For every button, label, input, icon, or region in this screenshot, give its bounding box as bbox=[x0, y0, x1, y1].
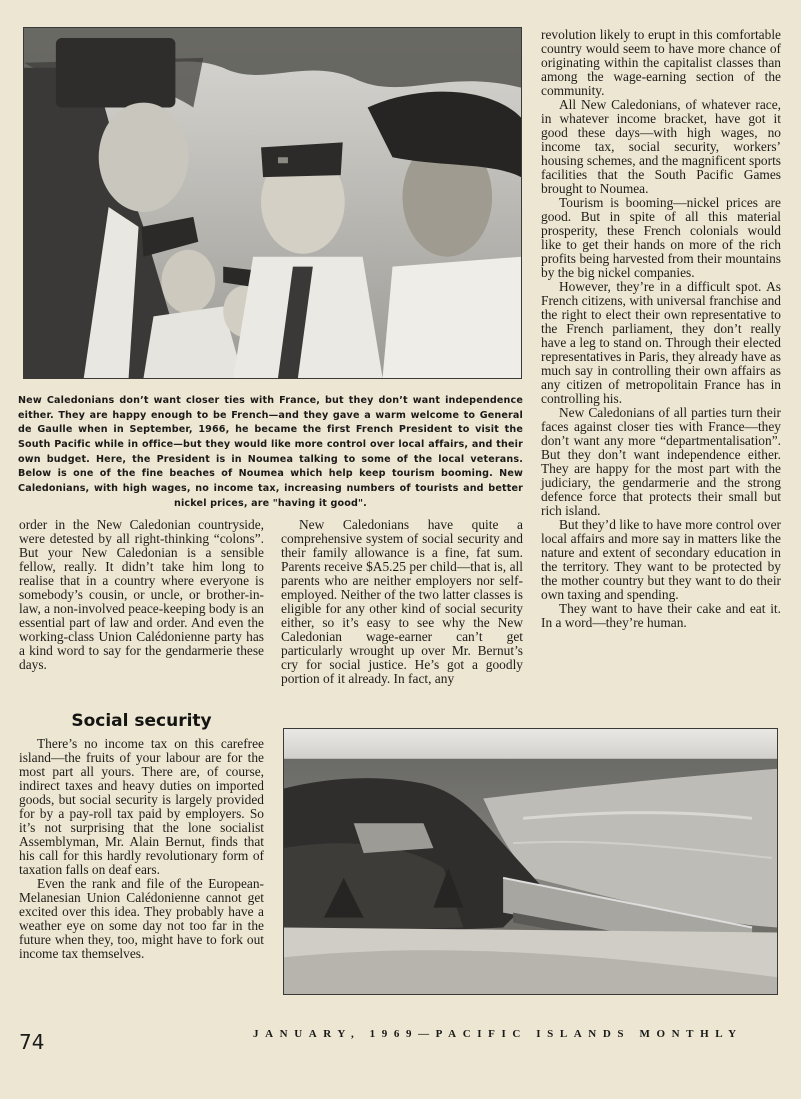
paragraph: revolution likely to erupt in this comfortable country would seem to have more chance of originating within the capitalist classes than among the wage-earning section of the community. bbox=[541, 27, 781, 98]
paragraph: There’s no income tax on this carefree island—the fruits of your labour are for the most part all yours. There are, of course, indirect taxes and heavy duties on imported goods, but social security is largely provided for by a pay-roll tax paid by employers. So it’s not surprising that the lone socialist Assemblyman, Mr. Alain Bernut, finds that his call for this hardly revolutionary form of taxation falls on deaf ears. bbox=[19, 736, 264, 877]
section-heading: Social security bbox=[71, 711, 212, 731]
paragraph: order in the New Caledonian countryside, were detested by all right-thinking “colons”. But your New Caledonian is a sensible fellow, really. It didn’t take him long to realise that in a country where everyone is somebody’s cousin, or uncle, or brother-in-law, a non-involved peace-keeping body is an essential part of law and order. And even the working-class Union Calédonienne party has a kind word to say for the gendarmerie these days. bbox=[19, 517, 264, 672]
column-right bbox=[541, 28, 781, 630]
paragraph: New Caledonians of all parties turn their faces against closer ties with France—they don’t want any more “departmentalisation”. But they don’t want independence either. They are happy for the most part with the judiciary, the gendarmerie and the strong defence force that protects their small but rich island. bbox=[541, 405, 781, 518]
paragraph: Tourism is booming—nickel prices are good. But in spite of all this material prosperity, these French colonials would like to get their hands on more of the rich profits being harvested from their mountains by the big nickel companies. bbox=[541, 195, 781, 280]
page-number: 74 bbox=[19, 1030, 45, 1054]
photo-caption: New Caledonians don’t want closer ties with France, but they don’t want independence either. They are happy enough to be French—and they gave a warm welcome to General de Gaulle when in September, 1966, he became the first French President to visit the South Pacific while in office—but they would like more control over local affairs, and their own budget. Here, the President is in Noumea talking to some of the local veterans. Below is one of the fine beaches of Noumea which help keep tourism booming. New Caledonians, with high wages, no income tax, increasing numbers of tourists and better nickel prices, are "having it good". bbox=[18, 395, 523, 509]
paragraph: But they’d like to have more control over local affairs and more say in matters like the nature and extent of secondary education in the territory. They want to be protected by the mother country but they want to do their own taxing and spending. bbox=[541, 517, 781, 602]
column-left-bottom bbox=[19, 737, 264, 961]
noumea-beach-photo bbox=[283, 728, 778, 995]
running-footer: JANUARY, 1969—PACIFIC ISLANDS MONTHLY bbox=[253, 1028, 743, 1040]
de-gaulle-photo bbox=[23, 27, 522, 379]
paragraph: New Caledonians have quite a comprehensive system of social security and their family allowance is a fine, fat sum. Parents receive $A5.25 per child—that is, all parents who are neither employers nor self-employed. Neither of the two latter classes is eligible for any other kind of social security either, so it’s easy to see why the New Caledonian wage-earner can’t get particularly wrought up over Mr. Bernut’s cry for social justice. He’s got a goodly portion of it already. In fact, any bbox=[281, 517, 523, 686]
paragraph: All New Caledonians, of whatever race, in whatever income bracket, have got it good these days—with high wages, no income tax, social security, workers’ housing schemes, and the magnificent sports facilities that the South Pacific Games brought to Noumea. bbox=[541, 97, 781, 196]
column-left-top bbox=[19, 518, 264, 672]
paragraph: Even the rank and file of the European-Melanesian Union Calédonienne cannot get excited over this idea. They probably have a weather eye on some day not too far in the future when they, too, might have to fork out income tax themselves. bbox=[19, 876, 264, 961]
paragraph: They want to have their cake and eat it. In a word—they’re human. bbox=[541, 601, 781, 630]
paragraph: However, they’re in a difficult spot. As French citizens, with universal franchise and the right to elect their own representative to the French parliament, they don’t really have a leg to stand on. Through their elected representatives in Paris, they already have as much say in controlling their own affairs as any citizen of metropolitain France has in controlling his. bbox=[541, 279, 781, 406]
column-middle bbox=[281, 518, 523, 686]
